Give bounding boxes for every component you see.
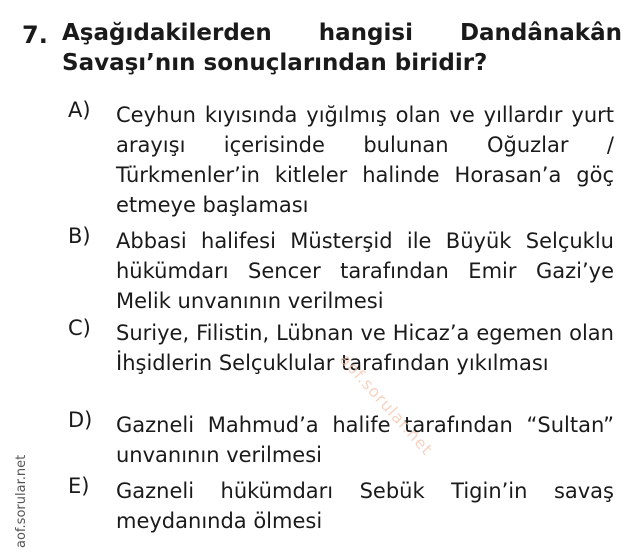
option-text: Suriye, Filistin, Lübnan ve Hicaz’a egemen olan İhşidlerin Selçuklular tarafından yıkılması [116, 321, 614, 375]
option-text: Ceyhun kıyısında yığılmış olan ve yıllardır yurt arayışı içerisinde bulunan Oğuzlar / Türkmenler’in kitleler halinde Horasan’a göç etmeye başlaması [116, 103, 614, 217]
question-stem-line-1: Aşağıdakilerden hangisi Dandânakân [62, 20, 622, 46]
diagonal-watermark: aof.sorular.net [335, 350, 437, 460]
question-number: 7. [22, 21, 48, 49]
option-letter: D) [68, 408, 93, 432]
side-watermark: aof.sorular.net [14, 454, 29, 548]
option-letter: E) [68, 474, 90, 498]
question-stem [62, 18, 622, 78]
option-letter: A) [68, 98, 91, 122]
question-stem-line-2: Savaşı’nın sonuçlarından biridir? [62, 50, 488, 76]
option-letter: B) [68, 224, 91, 248]
option-text: Gazneli Mahmud’a halife tarafından “Sultan” unvanının verilmesi [116, 413, 614, 467]
option-text: Gazneli hükümdarı Sebük Tigin’in savaş meydanında ölmesi [116, 479, 614, 533]
option-letter: C) [68, 316, 91, 340]
option-text: Abbasi halifesi Müsterşid ile Büyük Selçuklu hükümdarı Sencer tarafından Emir Gazi’ye Melik unvanının verilmesi [116, 229, 614, 313]
